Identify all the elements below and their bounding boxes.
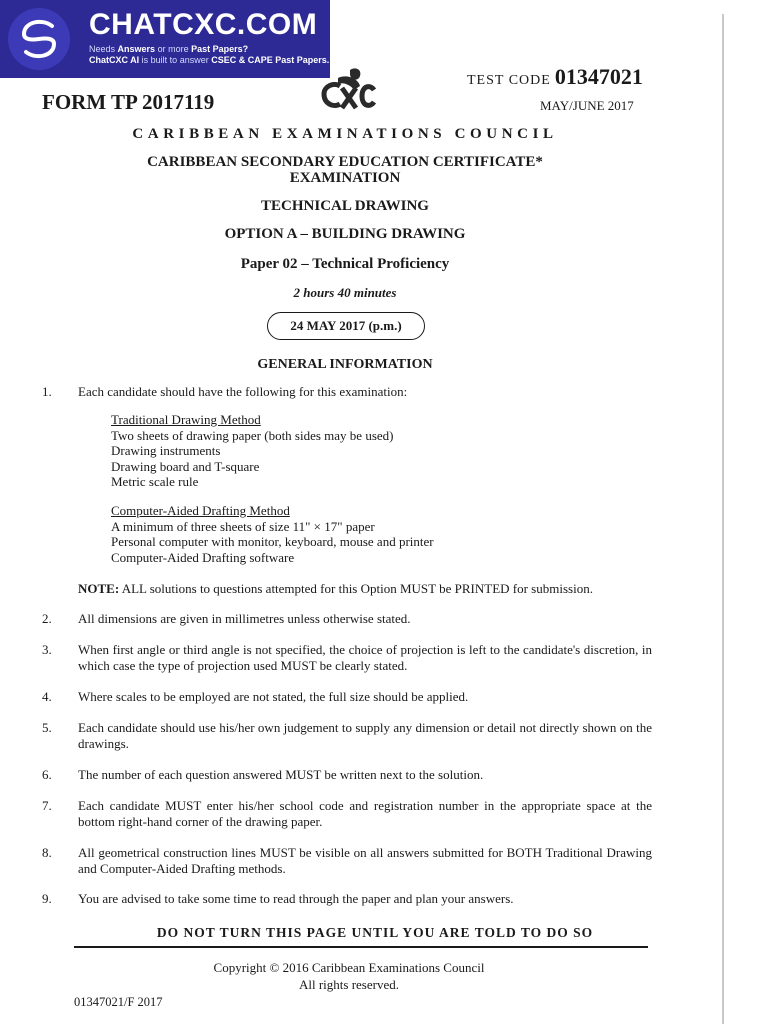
item-number: 1. [42, 384, 52, 399]
item-text: All geometrical construction lines MUST be visible on all answers submitted for BOTH Traditional Drawing and Computer-Aided Drafting methods. [78, 845, 652, 876]
council-name: CARIBBEAN EXAMINATIONS COUNCIL [132, 126, 558, 142]
item-number: 2. [42, 611, 52, 626]
test-code-label: TEST CODE [467, 73, 551, 88]
list-item: Metric scale rule [111, 474, 199, 489]
test-code [467, 64, 643, 90]
note [78, 581, 593, 597]
paper-title: Paper 02 – Technical Proficiency [240, 256, 450, 272]
form-number: FORM TP 2017119 [42, 90, 215, 114]
item-text: When first angle or third angle is not specified, the choice of projection is left to the candidate's discretion, in which case the type of projection used MUST be clearly stated. [78, 642, 652, 673]
cad-method-heading: Computer-Aided Drafting Method [111, 503, 290, 518]
note-label: NOTE: [78, 581, 120, 596]
item-text: Each candidate MUST enter his/her school code and registration number in the appropriate space at the bottom right-hand corner of the drawing paper. [78, 798, 652, 829]
item-number: 7. [42, 798, 52, 813]
list-item: Two sheets of drawing paper (both sides may be used) [111, 427, 394, 443]
list-item: Computer-Aided Drafting software [111, 549, 295, 565]
certificate-line-1: CARIBBEAN SECONDARY EDUCATION CERTIFICATE* [147, 154, 543, 170]
subject-title: TECHNICAL DRAWING [261, 198, 429, 214]
note-text: ALL solutions to questions attempted for this Option MUST be PRINTED for submission. [119, 581, 593, 596]
chatcxc-logo-icon [6, 6, 72, 72]
banner-tagline-1: Needs Answers or more Past Papers? [89, 44, 249, 54]
certificate-line-2: EXAMINATION [289, 170, 401, 186]
test-code-value: 01347021 [554, 64, 643, 89]
item-text: Where scales to be employed are not stated, the full size should be applied. [78, 689, 469, 704]
item-text: All dimensions are given in millimetres unless otherwise stated. [78, 611, 411, 626]
copyright: Copyright © 2016 Caribbean Examinations Council [213, 960, 485, 975]
item-text: You are advised to take some time to read through the paper and plan your answers. [78, 891, 514, 906]
list-item: A minimum of three sheets of size 11" × 17" paper [111, 518, 375, 534]
footer-rule [74, 946, 648, 948]
item-number: 9. [42, 891, 52, 906]
traditional-method-list [111, 412, 394, 490]
do-not-turn-warning: DO NOT TURN THIS PAGE UNTIL YOU ARE TOLD TO DO SO [156, 925, 594, 940]
item-text: Each candidate should use his/her own judgement to supply any dimension or detail not directly shown on the drawings. [78, 720, 652, 751]
item-number: 4. [42, 689, 52, 704]
list-item: Personal computer with monitor, keyboard, mouse and printer [111, 534, 434, 549]
page-edge-line [722, 14, 724, 1024]
item-number: 6. [42, 767, 52, 782]
item-number: 5. [42, 720, 52, 735]
cad-method-list [111, 503, 434, 565]
traditional-method-heading: Traditional Drawing Method [111, 412, 261, 427]
option-title: OPTION A – BUILDING DRAWING [224, 226, 466, 242]
list-item: Drawing instruments [111, 443, 221, 458]
list-item: Drawing board and T-square [111, 458, 260, 474]
item-text: The number of each question answered MUST be written next to the solution. [78, 767, 484, 782]
item-text: Each candidate should have the following for this examination: [78, 384, 408, 399]
banner-title: CHATCXC.COM [89, 8, 318, 41]
item-number: 8. [42, 845, 52, 860]
chatcxc-banner[interactable] [0, 0, 330, 78]
exam-duration: 2 hours 40 minutes [293, 285, 397, 300]
section-title: GENERAL INFORMATION [257, 357, 433, 372]
rights-reserved: All rights reserved. [298, 977, 399, 992]
exam-date: 24 MAY 2017 (p.m.) [267, 312, 425, 340]
footer-code: 01347021/F 2017 [74, 995, 163, 1009]
cxc-crest-logo [310, 64, 378, 118]
banner-tagline-2: ChatCXC AI is built to answer CSEC & CAPE Past Papers. [89, 55, 330, 65]
exam-sitting: MAY/JUNE 2017 [540, 98, 634, 113]
item-number: 3. [42, 642, 52, 657]
